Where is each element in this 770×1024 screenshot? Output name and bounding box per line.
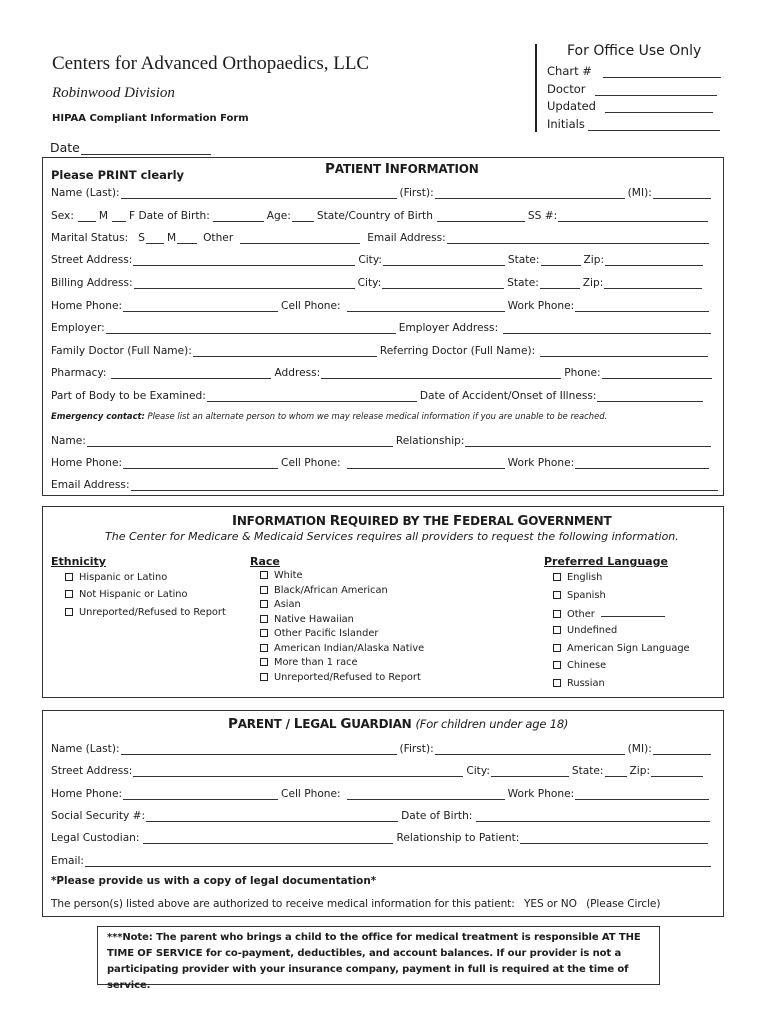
- guardian-custodian-input[interactable]: [143, 831, 393, 844]
- office-use-title: For Office Use Only: [567, 43, 702, 59]
- referring-doctor-input[interactable]: [540, 344, 708, 357]
- checkbox[interactable]: [260, 629, 268, 637]
- guardian-street-row: Street Address: City: State: Zip:: [51, 761, 706, 777]
- patient-marital-row: Marital Status: S M Other Email Address:: [51, 228, 712, 244]
- emergency-relationship-input[interactable]: [465, 434, 711, 447]
- print-clearly-note: Please PRINT clearly: [51, 168, 185, 182]
- age-input[interactable]: [292, 209, 314, 222]
- cell-phone-input[interactable]: [347, 299, 505, 312]
- guardian-first-name-input[interactable]: [435, 742, 625, 755]
- checkbox[interactable]: [553, 679, 561, 687]
- guardian-city-input[interactable]: [491, 764, 569, 777]
- patient-sex-row: Sex: M F Date of Birth: Age: State/Country of Birth SS #:: [51, 206, 711, 222]
- patient-mi-input[interactable]: [653, 186, 711, 199]
- guardian-work-phone-input[interactable]: [575, 787, 709, 800]
- emergency-cell-phone-input[interactable]: [347, 456, 505, 469]
- language-option[interactable]: Other: [553, 607, 665, 620]
- street-input[interactable]: [133, 253, 355, 266]
- sex-f-input[interactable]: [112, 209, 126, 222]
- race-label: Race: [250, 555, 280, 568]
- employer-input[interactable]: [106, 321, 396, 334]
- city-input[interactable]: [383, 253, 505, 266]
- work-phone-input[interactable]: [575, 299, 709, 312]
- responsibility-note: ***Note: The parent who brings a child to the office for medical treatment is responsible AT THE TIME OF SERVICE for co-payment, deductibles, and account balances. If our provider is not a participating provider with your insurance company, payment in full is required at the time of service.: [97, 926, 660, 985]
- patient-doctor-row: Family Doctor (Full Name): Referring Doctor (Full Name):: [51, 341, 711, 357]
- pharmacy-input[interactable]: [111, 366, 271, 379]
- patient-street-row: Street Address: City: State: Zip:: [51, 250, 706, 266]
- race-option[interactable]: Asian: [260, 599, 301, 610]
- patient-first-name-input[interactable]: [435, 186, 625, 199]
- guardian-mi-input[interactable]: [653, 742, 711, 755]
- race-option[interactable]: Other Pacific Islander: [260, 628, 378, 639]
- guardian-custodian-row: Legal Custodian: Relationship to Patient:: [51, 828, 711, 844]
- emergency-work-phone-input[interactable]: [575, 456, 709, 469]
- checkbox[interactable]: [260, 600, 268, 608]
- home-phone-input[interactable]: [123, 299, 278, 312]
- state-input[interactable]: [541, 253, 581, 266]
- race-option[interactable]: American Indian/Alaska Native: [260, 643, 424, 654]
- authorization-line: The person(s) listed above are authorized to receive medical information for this patient: YES or NO (Please Circle): [51, 898, 661, 910]
- federal-info-title: INFORMATION REQUIRED BY THE FEDERAL GOVERNMENT: [232, 513, 612, 529]
- guardian-ssn-input[interactable]: [146, 809, 398, 822]
- zip-input[interactable]: [605, 253, 703, 266]
- office-doctor-field[interactable]: Doctor: [547, 80, 720, 96]
- office-updated-field[interactable]: Updated: [547, 97, 716, 113]
- birth-state-input[interactable]: [437, 209, 525, 222]
- office-chart-field[interactable]: Chart #: [547, 62, 724, 78]
- legal-documentation-note: *Please provide us with a copy of legal documentation*: [51, 875, 377, 887]
- yes-no-choice[interactable]: YES or NO: [524, 898, 577, 910]
- language-option[interactable]: Russian: [553, 678, 605, 689]
- ss-input[interactable]: [558, 209, 708, 222]
- emergency-email-input[interactable]: [131, 478, 718, 491]
- form-title: HIPAA Compliant Information Form: [52, 113, 249, 124]
- marital-s-input[interactable]: [146, 231, 164, 244]
- checkbox[interactable]: [260, 586, 268, 594]
- office-divider: [535, 44, 537, 132]
- guardian-state-input[interactable]: [605, 764, 627, 777]
- emergency-contact-note: Emergency contact: Please list an alternate person to whom we may release medical information if you are unable to be reached.: [51, 411, 608, 421]
- emergency-name-row: Name: Relationship:: [51, 431, 714, 447]
- checkbox[interactable]: [553, 661, 561, 669]
- race-option[interactable]: Black/African American: [260, 585, 388, 596]
- federal-info-subtitle: The Center for Medicare & Medicaid Services requires all providers to request the following information.: [105, 530, 679, 543]
- race-option[interactable]: More than 1 race: [260, 657, 358, 668]
- patient-name-row: Name (Last): (First): (MI):: [51, 183, 714, 199]
- patient-exam-row: Part of Body to be Examined: Date of Accident/Onset of Illness:: [51, 386, 706, 402]
- ethnicity-option[interactable]: Hispanic or Latino: [65, 572, 167, 583]
- ethnicity-option[interactable]: Not Hispanic or Latino: [65, 589, 188, 600]
- emergency-name-input[interactable]: [87, 434, 393, 447]
- checkbox[interactable]: [260, 644, 268, 652]
- checkbox[interactable]: [553, 573, 561, 581]
- guardian-ssn-row: Social Security #: Date of Birth:: [51, 806, 713, 822]
- checkbox[interactable]: [553, 644, 561, 652]
- guardian-relationship-input[interactable]: [520, 831, 708, 844]
- language-option[interactable]: American Sign Language: [553, 643, 690, 654]
- guardian-email-row: Email:: [51, 851, 714, 867]
- guardian-email-input[interactable]: [85, 854, 711, 867]
- guardian-cell-phone-input[interactable]: [347, 787, 505, 800]
- language-option[interactable]: Spanish: [553, 590, 606, 601]
- body-part-input[interactable]: [207, 389, 417, 402]
- family-doctor-input[interactable]: [193, 344, 377, 357]
- checkbox[interactable]: [65, 590, 73, 598]
- guardian-name-row: Name (Last): (First): (MI):: [51, 739, 714, 755]
- ethnicity-option[interactable]: Unreported/Refused to Report: [65, 607, 226, 618]
- guardian-zip-input[interactable]: [651, 764, 703, 777]
- patient-email-input[interactable]: [447, 231, 709, 244]
- patient-phone-row: Home Phone: Cell Phone: Work Phone:: [51, 296, 712, 312]
- language-option[interactable]: English: [553, 572, 602, 583]
- pharmacy-address-input[interactable]: [321, 366, 561, 379]
- checkbox[interactable]: [65, 573, 73, 581]
- marital-other-input[interactable]: [240, 231, 360, 244]
- billing-state-input[interactable]: [540, 276, 580, 289]
- guardian-last-name-input[interactable]: [121, 742, 397, 755]
- pharmacy-phone-input[interactable]: [602, 366, 712, 379]
- company-name: Centers for Advanced Orthopaedics, LLC: [52, 53, 370, 74]
- office-initials-field[interactable]: Initials: [547, 115, 723, 131]
- checkbox[interactable]: [260, 673, 268, 681]
- billing-zip-input[interactable]: [604, 276, 702, 289]
- guardian-phone-row: Home Phone: Cell Phone: Work Phone:: [51, 784, 712, 800]
- emergency-home-phone-input[interactable]: [123, 456, 278, 469]
- checkbox[interactable]: [260, 571, 268, 579]
- race-option[interactable]: Unreported/Refused to Report: [260, 672, 421, 683]
- race-option[interactable]: Native Hawaiian: [260, 614, 354, 625]
- emergency-email-row: Email Address:: [51, 475, 721, 491]
- billing-input[interactable]: [134, 276, 355, 289]
- checkbox[interactable]: [260, 658, 268, 666]
- patient-pharmacy-row: Pharmacy: Address: Phone:: [51, 363, 715, 379]
- guardian-title: PARENT / LEGAL GUARDIAN (For children under age 18): [228, 716, 569, 732]
- language-other-input[interactable]: [601, 607, 665, 617]
- checkbox[interactable]: [553, 591, 561, 599]
- patient-employer-row: Employer: Employer Address:: [51, 318, 714, 334]
- language-option[interactable]: Chinese: [553, 660, 606, 671]
- guardian-street-input[interactable]: [133, 764, 463, 777]
- emergency-phone-row: Home Phone: Cell Phone: Work Phone:: [51, 453, 712, 469]
- dob-input[interactable]: [213, 209, 264, 222]
- division-name: Robinwood Division: [52, 85, 175, 101]
- checkbox[interactable]: [553, 626, 561, 634]
- accident-date-input[interactable]: [597, 389, 703, 402]
- guardian-home-phone-input[interactable]: [123, 787, 278, 800]
- employer-address-input[interactable]: [503, 321, 711, 334]
- patient-info-title: PATIENT INFORMATION: [325, 161, 479, 177]
- ethnicity-label: Ethnicity: [51, 555, 106, 568]
- patient-billing-row: Billing Address: City: State: Zip:: [51, 273, 705, 289]
- checkbox[interactable]: [553, 610, 561, 618]
- date-field[interactable]: Date: [50, 139, 214, 155]
- language-option[interactable]: Undefined: [553, 625, 617, 636]
- language-label: Preferred Language: [544, 555, 668, 568]
- checkbox[interactable]: [260, 615, 268, 623]
- checkbox[interactable]: [65, 608, 73, 616]
- guardian-dob-input[interactable]: [476, 809, 710, 822]
- race-option[interactable]: White: [260, 570, 303, 581]
- sex-m-input[interactable]: [78, 209, 96, 222]
- marital-m-input[interactable]: [177, 231, 197, 244]
- billing-city-input[interactable]: [382, 276, 504, 289]
- patient-last-name-input[interactable]: [121, 186, 397, 199]
